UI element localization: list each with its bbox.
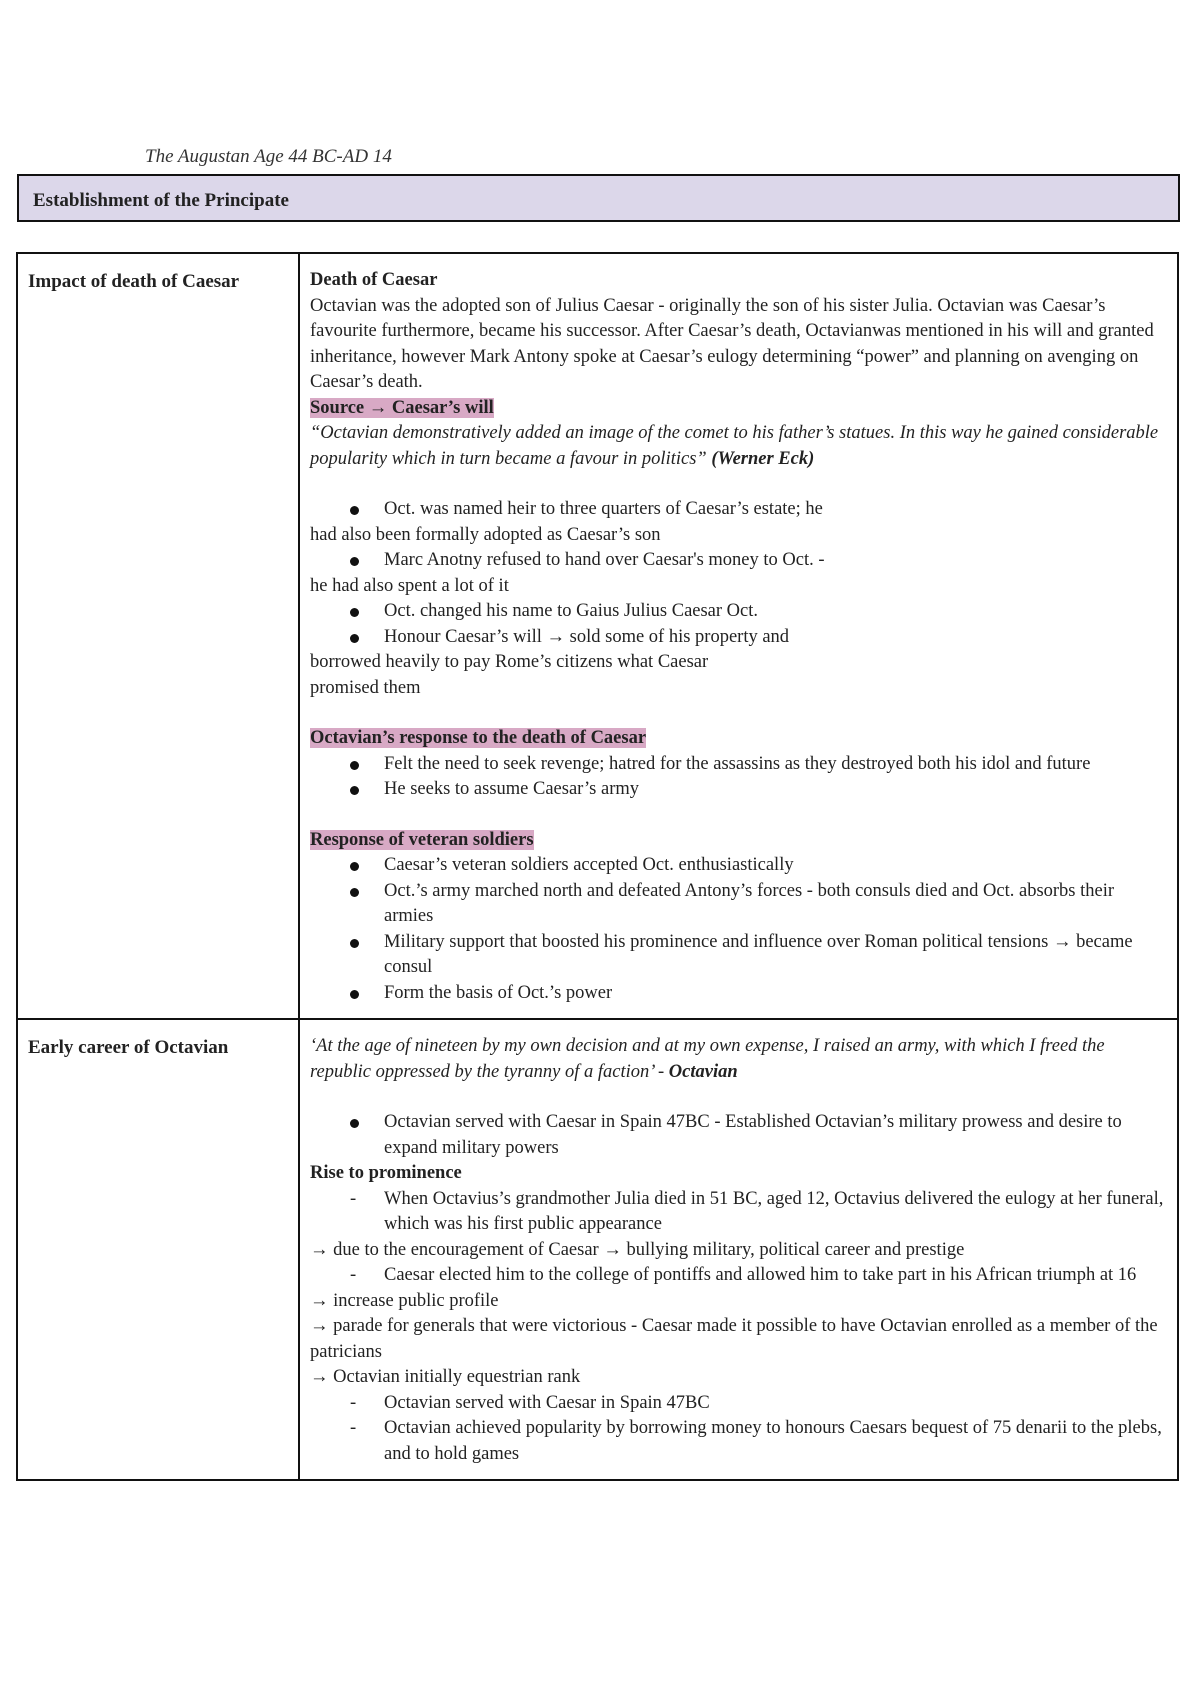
spain-list — [310, 1110, 1167, 1161]
list-item: - When Octavius’s grandmother Julia died in 51 BC, aged 12, Octavius delivered the eulogy at her funeral, which was his first public appearance — [384, 1187, 1167, 1238]
arrow-note: → parade for generals that were victorious - Caesar made it possible to have Octavian enrolled as a member of the patricians — [310, 1316, 1158, 1362]
list-item: - Octavian served with Caesar in Spain 47BC — [384, 1391, 1167, 1417]
veteran-list — [310, 853, 1167, 1006]
arrow-note: → Octavian initially equestrian rank — [310, 1367, 581, 1387]
list-item-continuation: promised them — [310, 677, 421, 698]
quote-author: (Werner Eck) — [711, 448, 815, 469]
octavian-quote — [310, 1034, 1167, 1085]
list-item: Oct. changed his name to Gaius Julius Caesar Oct. — [384, 599, 924, 625]
source-label: Source → Caesar’s will — [310, 397, 494, 418]
list-item: Caesar’s veteran soldiers accepted Oct. enthusiastically — [384, 853, 1167, 879]
list-item: He seeks to assume Caesar’s army — [384, 777, 1167, 803]
list-item: - Caesar elected him to the college of pontiffs and allowed him to take part in his African triumph at 16 — [384, 1263, 1167, 1289]
notes-table — [16, 252, 1179, 1481]
intro-paragraph: Octavian was the adopted son of Julius Caesar - originally the son of his sister Julia. Octavian was Caesar’s favourite furthermore, became his successor. After Caesar’s death, Octavianwas mentioned in his will and granted inheritance, however Mark Antony spoke at Caesar’s eulogy determining “power” and planning on avenging on Caesar’s death. — [310, 295, 1154, 392]
table-row — [17, 253, 1178, 1019]
content-cell — [299, 253, 1178, 1019]
list-item: Oct.’s army marched north and defeated Antony’s forces - both consuls died and Oct. absorbs their armies — [384, 879, 1167, 930]
list-item: Form the basis of Oct.’s power — [384, 981, 1167, 1007]
list-item: Oct. was named heir to three quarters of Caesar’s estate; he — [384, 497, 924, 523]
document-title: The Augustan Age 44 BC-AD 14 — [145, 146, 392, 167]
list-item: - Octavian achieved popularity by borrowing money to honours Caesars bequest of 75 denarii to the plebs, and to hold games — [384, 1416, 1167, 1467]
topic-cell: Early career of Octavian — [17, 1019, 299, 1480]
arrow-note: → increase public profile — [310, 1290, 499, 1311]
veteran-label: Response of veteran soldiers — [310, 829, 534, 850]
arrow-note: → due to the encouragement of Caesar → bullying military, political career and prestige — [310, 1239, 965, 1260]
list-item: Honour Caesar’s will → sold some of his property and — [384, 625, 924, 651]
response-list — [310, 752, 1167, 803]
quote-text: “Octavian demonstratively added an image of the comet to his father’s statues. In this way he gained considerable popularity which in turn became a favour in politics” — [310, 423, 1159, 469]
subheading-death-of-caesar: Death of Caesar — [310, 270, 438, 290]
list-item: Octavian served with Caesar in Spain 47BC - Established Octavian’s military prowess and desire to expand military powers — [384, 1110, 1167, 1161]
subheading-rise-to-prominence: Rise to prominence — [310, 1163, 462, 1183]
section-heading: Establishment of the Principate — [17, 174, 1180, 222]
rise-list — [310, 1187, 1167, 1238]
content-cell — [299, 1019, 1178, 1480]
list-item-continuation: he had also spent a lot of it — [310, 575, 509, 596]
topic-cell: Impact of death of Caesar — [17, 253, 299, 1019]
quote-author: Octavian — [668, 1061, 738, 1082]
table-row — [17, 1019, 1178, 1480]
response-label: Octavian’s response to the death of Caesar — [310, 728, 647, 748]
list-item-continuation: had also been formally adopted as Caesar’s son — [310, 524, 661, 545]
inheritance-list — [310, 497, 1167, 523]
quote-text: ‘At the age of nineteen by my own decision and at my own expense, I raised an army, with which I freed the republic oppressed by the tyranny of a faction’ - — [310, 1036, 1105, 1082]
list-item: Marc Anotny refused to hand over Caesar's money to Oct. - — [384, 548, 924, 574]
list-item: Felt the need to seek revenge; hatred for the assassins as they destroyed both his idol and future — [384, 752, 1167, 778]
list-item: Military support that boosted his prominence and influence over Roman political tensions → became consul — [384, 930, 1167, 981]
source-quote — [310, 421, 1167, 472]
list-item-continuation: borrowed heavily to pay Rome’s citizens what Caesar — [310, 652, 709, 672]
